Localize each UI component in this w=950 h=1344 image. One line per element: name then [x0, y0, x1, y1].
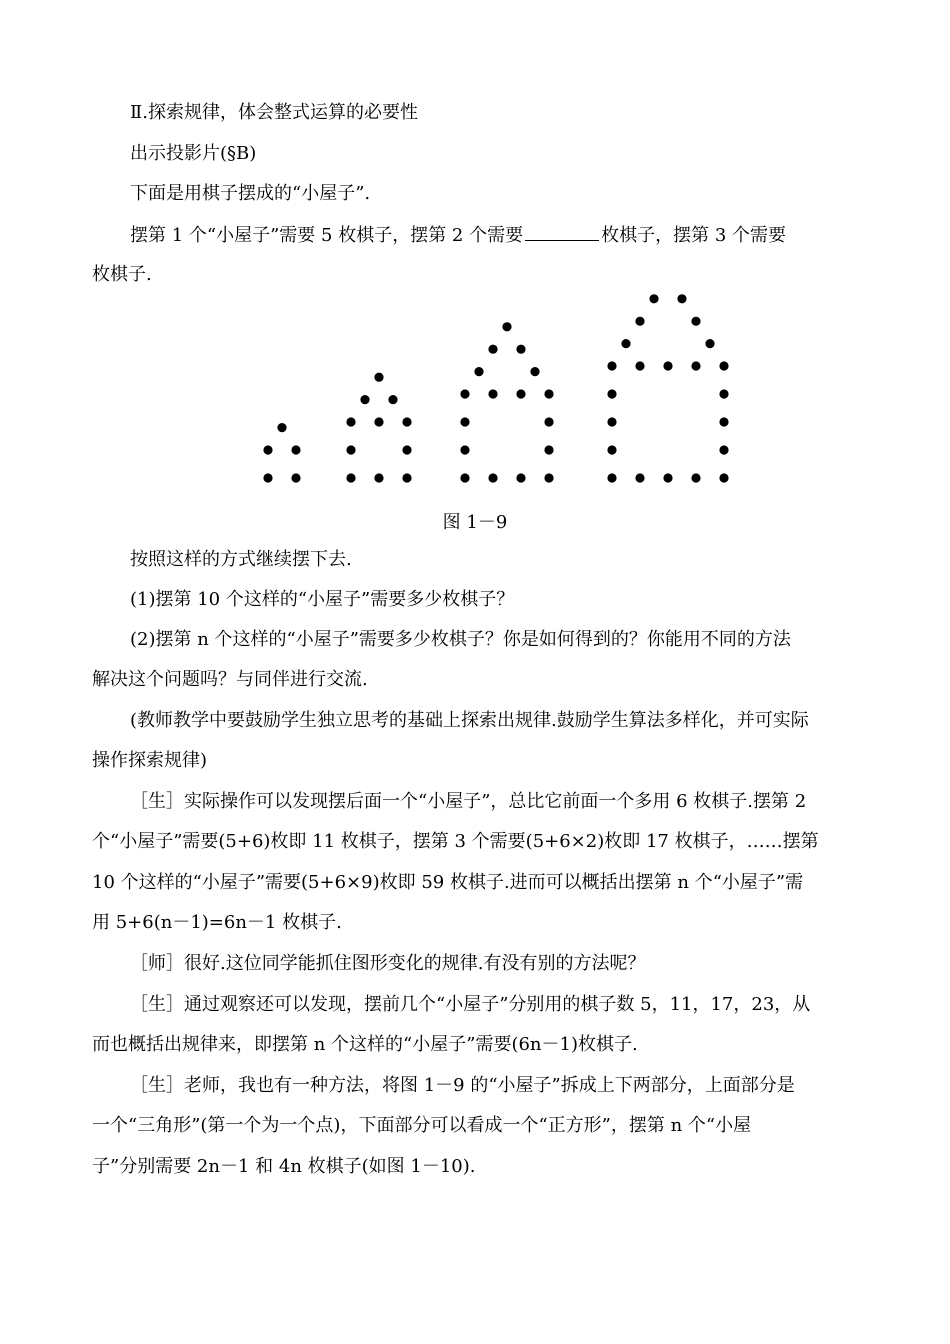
chess-dot — [516, 473, 525, 482]
answer-blank — [525, 222, 599, 241]
paragraph: ［生］老师，我也有一种方法，将图 1－9 的“小屋子”拆成上下两部分，上面部分是 — [130, 1075, 795, 1096]
text-span: 枚棋子，摆第 3 个需要 — [601, 225, 786, 246]
chess-dot — [460, 389, 469, 398]
chess-dot — [374, 373, 383, 382]
figure-caption: 图 1－9 — [442, 512, 508, 533]
chess-dot — [663, 473, 672, 482]
chess-dot — [719, 473, 728, 482]
chess-dot — [263, 473, 272, 482]
chess-dot — [488, 345, 497, 354]
paragraph: 而也概括出规律来，即摆第 n 个这样的“小屋子”需要(6n－1)枚棋子. — [92, 1034, 638, 1055]
chess-dot — [291, 473, 300, 482]
chess-dot — [402, 417, 411, 426]
chess-dot — [460, 417, 469, 426]
paragraph: 子”分别需要 2n－1 和 4n 枚棋子(如图 1－10). — [92, 1156, 476, 1177]
chess-dot — [705, 339, 714, 348]
paragraph: (教师教学中要鼓励学生独立思考的基础上探索出规律.鼓励学生算法多样化，并可实际 — [130, 710, 809, 731]
chess-dot — [719, 361, 728, 370]
chess-dot — [544, 389, 553, 398]
chess-dot — [691, 473, 700, 482]
chess-dot — [502, 322, 511, 331]
question-1: (1)摆第 10 个这样的“小屋子”需要多少枚棋子？ — [130, 589, 515, 610]
chess-dot — [277, 423, 286, 432]
chess-dot — [488, 389, 497, 398]
chess-dot — [402, 445, 411, 454]
question-2: (2)摆第 n 个这样的“小屋子”需要多少枚棋子？你是如何得到的？你能用不同的方法 — [130, 629, 791, 650]
chess-dot — [402, 473, 411, 482]
chess-dot — [346, 473, 355, 482]
chess-dot — [460, 473, 469, 482]
chess-dot — [677, 294, 686, 303]
chess-dot — [719, 389, 728, 398]
chess-dot — [544, 473, 553, 482]
house-2 — [346, 373, 411, 483]
house-4 — [607, 292, 728, 483]
paragraph: 按照这样的方式继续摆下去. — [130, 549, 352, 570]
chess-dot — [530, 367, 539, 376]
chess-dot — [607, 417, 616, 426]
chess-dot — [607, 389, 616, 398]
chess-dot — [374, 417, 383, 426]
chess-dot — [691, 361, 700, 370]
chess-dot — [635, 317, 644, 326]
chess-dot — [346, 445, 355, 454]
house-dots-figure — [255, 292, 745, 492]
chess-dot — [635, 473, 644, 482]
house-3 — [460, 322, 553, 482]
chess-dot — [374, 473, 383, 482]
paragraph: 下面是用棋子摆成的“小屋子”. — [130, 183, 371, 204]
paragraph: ［师］很好.这位同学能抓住图形变化的规律.有没有别的方法呢？ — [130, 953, 646, 974]
house-1 — [263, 423, 300, 483]
chess-dot — [360, 395, 369, 404]
chess-dot — [649, 294, 658, 303]
chess-dot — [544, 445, 553, 454]
chess-dot — [388, 395, 397, 404]
paragraph: 10 个这样的“小屋子”需要(5+6×9)枚即 59 枚棋子.进而可以概括出摆第 n 个“小屋子”需 — [92, 872, 804, 893]
chess-dot — [607, 445, 616, 454]
chess-dot — [346, 417, 355, 426]
chess-dot — [719, 445, 728, 454]
chess-dot — [474, 367, 483, 376]
chess-dot — [544, 417, 553, 426]
paragraph — [130, 222, 865, 248]
paragraph: 一个“三角形”(第一个为一个点)，下面部分可以看成一个“正方形”，摆第 n 个“小屋 — [92, 1115, 752, 1136]
chess-dot — [635, 361, 644, 370]
paragraph: ［生］通过观察还可以发现，摆前几个“小屋子”分别用的棋子数 5，11，17，23，从 — [130, 994, 811, 1015]
chess-dot — [291, 445, 300, 454]
chess-dot — [460, 445, 469, 454]
paragraph: 枚棋子. — [92, 264, 152, 285]
chess-dot — [607, 473, 616, 482]
chess-dot — [488, 473, 497, 482]
chess-dot — [607, 361, 616, 370]
chess-dot — [516, 345, 525, 354]
paragraph: ［生］实际操作可以发现摆后面一个“小屋子”，总比它前面一个多用 6 枚棋子.摆第 2 — [130, 791, 807, 812]
paragraph: 个“小屋子”需要(5+6)枚即 11 枚棋子，摆第 3 个需要(5+6×2)枚即 17 枚棋子，……摆第 — [92, 831, 819, 852]
text-span: 摆第 1 个“小屋子”需要 5 枚棋子，摆第 2 个需要 — [130, 225, 524, 246]
section-heading: Ⅱ.探索规律，体会整式运算的必要性 — [130, 102, 418, 123]
chess-dot — [621, 339, 630, 348]
chess-dot — [691, 317, 700, 326]
paragraph: 解决这个问题吗？与同伴进行交流. — [92, 669, 368, 690]
paragraph: 出示投影片(§B) — [130, 143, 257, 164]
paragraph: 操作探索规律) — [92, 750, 208, 771]
chess-dot — [263, 445, 272, 454]
paragraph: 用 5+6(n－1)=6n－1 枚棋子. — [92, 912, 342, 933]
chess-dot — [516, 389, 525, 398]
chess-dot — [663, 361, 672, 370]
chess-dot — [719, 417, 728, 426]
